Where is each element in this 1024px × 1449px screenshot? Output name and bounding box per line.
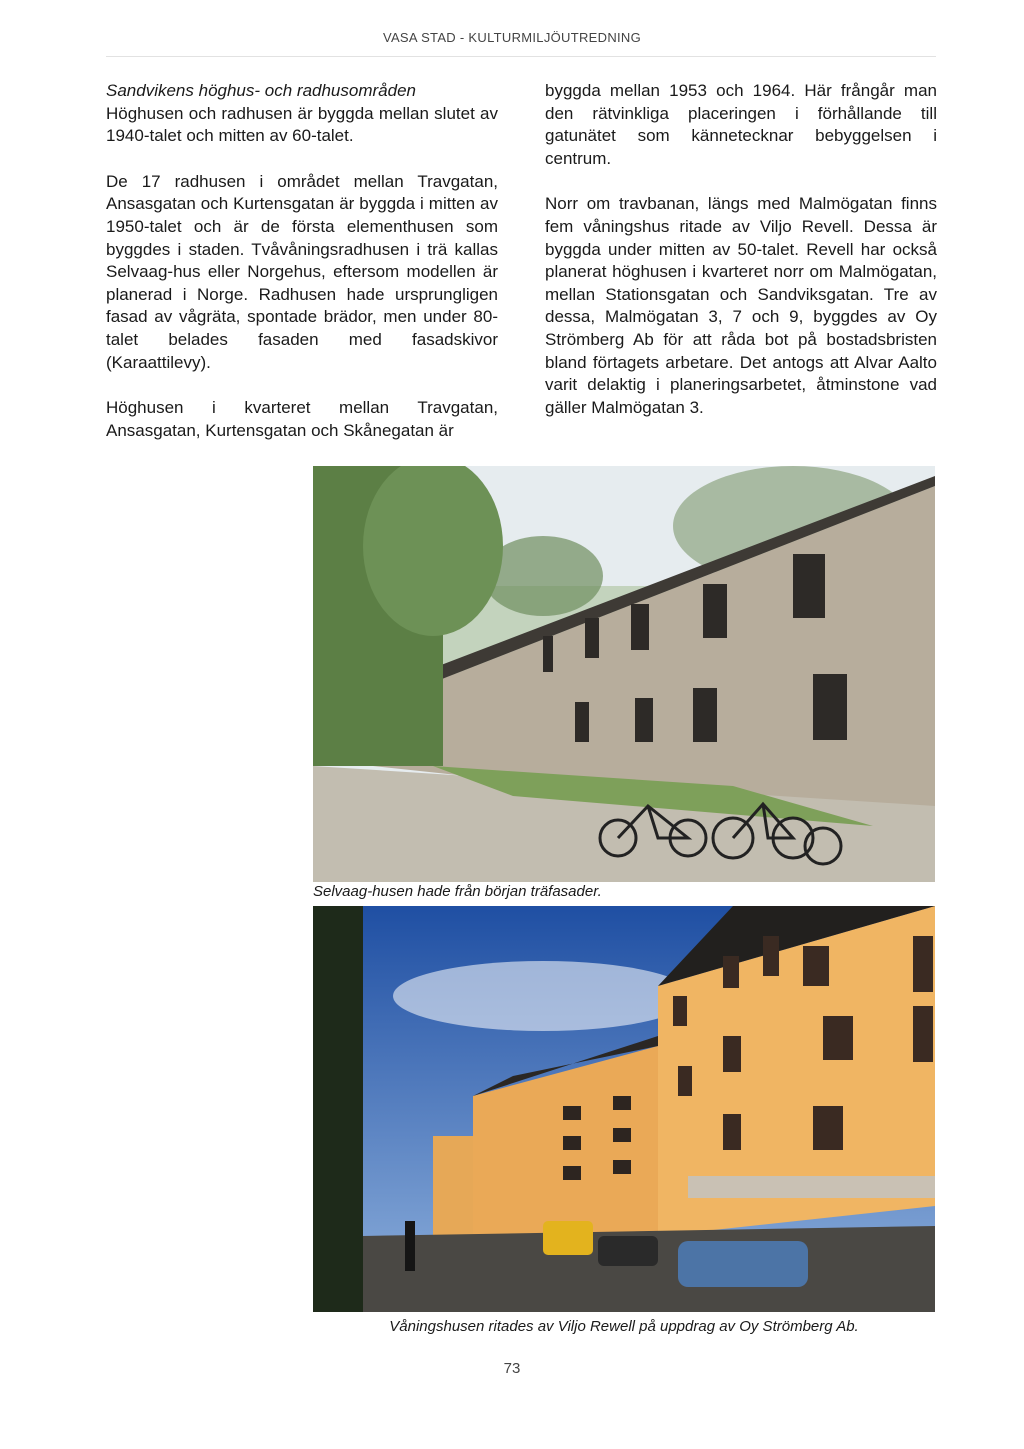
revell-paragraph: Norr om travbanan, längs med Malmögatan finns fem våningshus ritade av Viljo Revell. Dessa är byggda under mitten av 50-talet. Revell har också planerat höghusen i kvarteret norr om Malmögatan, mellan Stationsgatan och Sandviksgatan. Tre av dessa, Malmögatan 3, 7 och 9, byggdes av Oy Strömberg Ab för att råda bot på bostadsbristen bland förtagets arbetare. Det antogs att Alvar Aalto varit delaktig i planeringsarbetet, åtminstone vad gäller Malmögatan 3.: [545, 194, 937, 417]
page-number: 73: [503, 1360, 521, 1377]
continuation-paragraph: byggda mellan 1953 och 1964. Här frångår man den rätvinkliga placeringen i förhållande till gatunätet som kännetecknar bebyggelsen i centrum.: [545, 81, 937, 168]
left-text-column: [106, 80, 498, 465]
dark-car: [598, 1236, 658, 1266]
radhus-paragraph: De 17 radhusen i området mellan Travgatan, Ansasgatan och Kurtensgatan är byggda i mitten av 1950-talet och är de första elementhusen som byggdes i staden. Tvåvåningsradhusen i trä kallas Selvaag-hus eller Norgehus, eftersom modellen är planerad i Norge. Radhusen hade ursprungligen fasad av vågräta, spontade brädor, men under 80-talet belades fasaden med fasadskivor (Karaattilevy).: [106, 171, 498, 372]
header-divider: [106, 56, 936, 57]
blue-car: [678, 1241, 808, 1287]
selvaag-houses-photo: [313, 466, 935, 882]
awning: [688, 1176, 935, 1198]
section-heading: Sandvikens höghus- och radhusområden: [106, 81, 416, 100]
right-text-column: [545, 80, 937, 442]
far-building-facade: [433, 1136, 473, 1236]
revell-buildings-illustration: [313, 906, 935, 1312]
selvaag-photo-caption: Selvaag-husen hade från början träfasader.: [313, 883, 602, 900]
tree-left: [313, 906, 363, 1312]
hoghus-paragraph: Höghusen i kvarteret mellan Travgatan, Ansasgatan, Kurtensgatan och Skånegatan är: [106, 398, 498, 440]
running-header: VASA STAD - KULTURMILJÖUTREDNING: [382, 30, 642, 45]
yellow-van: [543, 1221, 593, 1255]
revell-buildings-photo: [313, 906, 935, 1312]
pedestrian: [405, 1221, 415, 1271]
selvaag-houses-illustration: [313, 466, 935, 882]
revell-photo-caption: Våningshusen ritades av Viljo Rewell på uppdrag av Oy Strömberg Ab.: [389, 1318, 859, 1335]
cloud: [393, 961, 693, 1031]
intro-paragraph: [106, 80, 498, 148]
intro-text: Höghusen och radhusen är byggda mellan slutet av 1940-talet och mitten av 60-talet.: [106, 103, 498, 146]
